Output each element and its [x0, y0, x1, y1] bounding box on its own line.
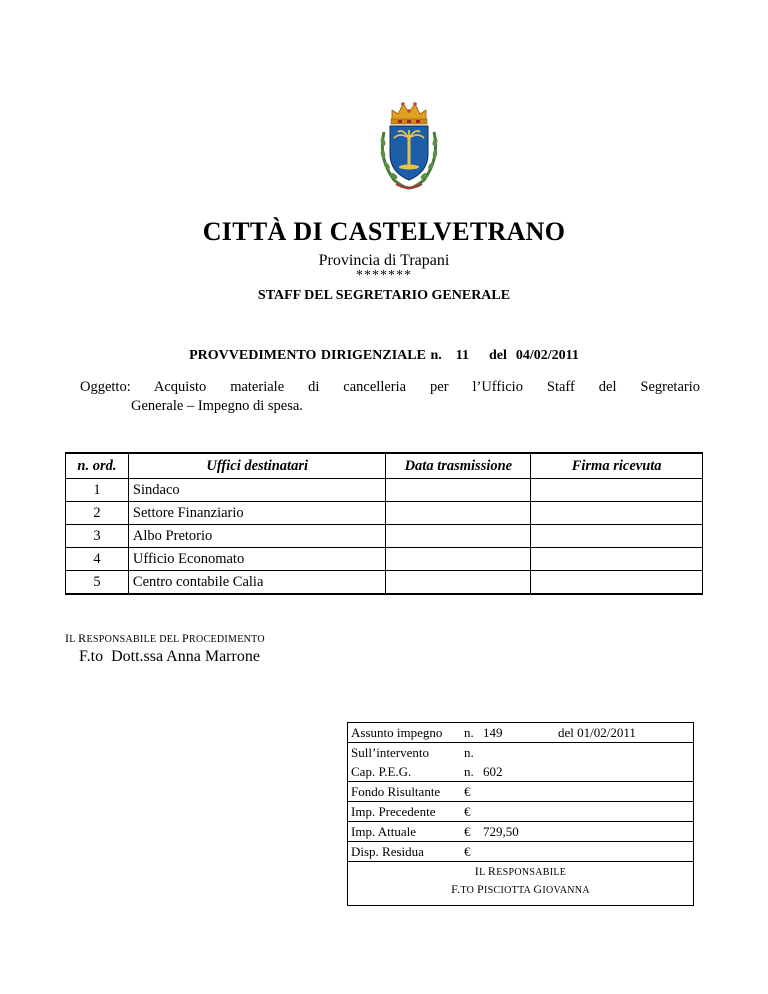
row-data-trasmissione [386, 525, 531, 548]
row-firma-ricevuta [531, 548, 703, 571]
impegno-row [348, 842, 693, 862]
impegno-row-symbol: € [464, 804, 471, 819]
oggetto-line-2: Generale – Impegno di spesa. [131, 398, 303, 414]
impegno-row-label: Cap. P.E.G. [351, 764, 412, 779]
row-data-trasmissione [386, 479, 531, 502]
row-data-trasmissione [386, 571, 531, 595]
impegno-row-symbol: n. [464, 764, 474, 779]
impegno-row-value: 602 [483, 764, 503, 779]
responsabile-procedimento-signature [79, 648, 260, 666]
row-data-trasmissione [386, 548, 531, 571]
provvedimento-number: 11 [455, 348, 469, 363]
row-number: 3 [66, 525, 129, 548]
row-office: Centro contabile Calia [128, 571, 386, 595]
row-number: 1 [66, 479, 129, 502]
row-number: 5 [66, 571, 129, 595]
table-row [66, 479, 703, 502]
impegno-row-symbol: € [464, 844, 471, 859]
municipal-crest-icon [374, 96, 444, 196]
impegno-row [348, 802, 693, 822]
impegno-row [348, 782, 693, 802]
impegno-responsabile-name: F.TO PISCIOTTA GIOVANNA [451, 882, 590, 896]
impegno-box [347, 722, 694, 906]
province-subtitle: Provincia di Trapani [318, 252, 450, 269]
impegno-row-label: Fondo Risultante [351, 784, 441, 799]
impegno-row-date: del 01/02/2011 [558, 725, 636, 740]
row-number: 4 [66, 548, 129, 571]
impegno-signature [348, 863, 693, 899]
city-title: CITTÀ DI CASTELVETRANO [202, 217, 566, 246]
responsabile-procedimento-label: IL RESPONSABILE DEL PROCEDIMENTO [65, 631, 265, 645]
responsabile-name: Dott.ssa Anna Marrone [111, 648, 260, 665]
impegno-row-label: Imp. Attuale [351, 824, 416, 839]
impegno-row-symbol: n. [464, 745, 474, 760]
row-number: 2 [66, 502, 129, 525]
impegno-row-symbol: € [464, 824, 471, 839]
table-row [66, 502, 703, 525]
provvedimento-date-label: del [488, 348, 507, 363]
row-firma-ricevuta [531, 525, 703, 548]
impegno-row-symbol: n. [464, 725, 474, 740]
row-firma-ricevuta [531, 571, 703, 595]
header-firma-ricevuta: Firma ricevuta [531, 453, 703, 479]
impegno-row-label: Sull’intervento [351, 745, 429, 760]
recipient-offices-table [65, 452, 703, 595]
impegno-row [348, 743, 693, 762]
signature-prefix: F.to [79, 648, 104, 665]
row-office: Settore Finanziario [128, 502, 386, 525]
table-row [66, 571, 703, 595]
row-office: Sindaco [128, 479, 386, 502]
header-n-ord: n. ord. [66, 453, 129, 479]
separator-stars: ******* [356, 268, 412, 283]
impegno-row-symbol: € [464, 784, 471, 799]
oggetto-line-1: Oggetto: Acquisto materiale di cancelleria per l’Ufficio Staff del Segretario [80, 379, 700, 395]
impegno-row-value: 729,50 [483, 824, 519, 839]
impegno-row [348, 762, 693, 782]
row-firma-ricevuta [531, 502, 703, 525]
office-title: STAFF DEL SEGRETARIO GENERALE [257, 288, 511, 303]
impegno-row [348, 822, 693, 842]
impegno-row-label: Disp. Residua [351, 844, 424, 859]
impegno-row-value: 149 [483, 725, 503, 740]
header-uffici: Uffici destinatari [128, 453, 386, 479]
table-row [66, 548, 703, 571]
row-office: Ufficio Economato [128, 548, 386, 571]
impegno-row [348, 723, 693, 743]
impegno-row-label: Imp. Precedente [351, 804, 436, 819]
row-firma-ricevuta [531, 479, 703, 502]
table-row [66, 525, 703, 548]
row-office: Albo Pretorio [128, 525, 386, 548]
provvedimento-label: PROVVEDIMENTO DIRIGENZIALE n. [189, 348, 442, 363]
impegno-row-label: Assunto impegno [351, 725, 443, 740]
table-header-row [66, 453, 703, 479]
impegno-responsabile-label: IL RESPONSABILE [474, 864, 567, 878]
header-data-trasmissione: Data trasmissione [386, 453, 531, 479]
provvedimento-date: 04/02/2011 [515, 348, 579, 363]
row-data-trasmissione [386, 502, 531, 525]
provvedimento-heading [0, 348, 768, 364]
oggetto-block [80, 378, 700, 416]
